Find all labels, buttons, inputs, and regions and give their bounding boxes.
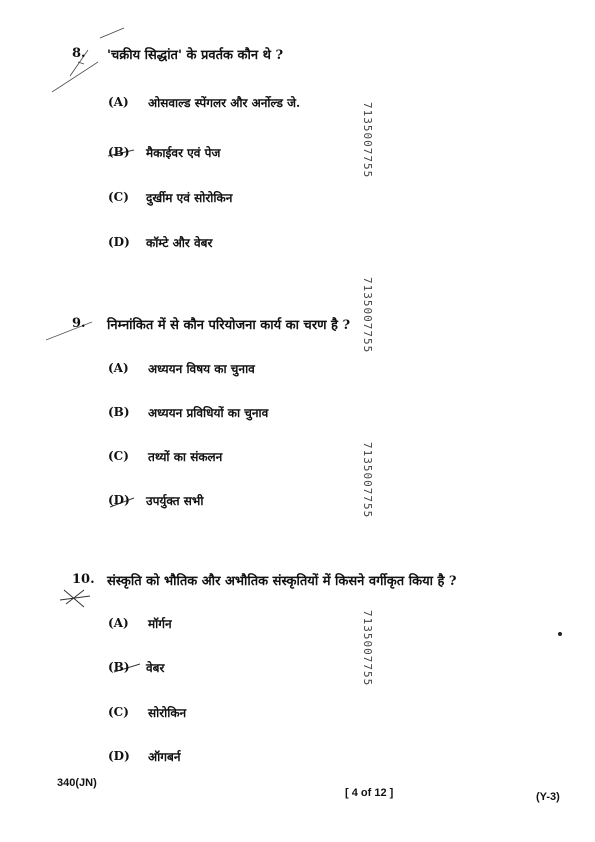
question-text: संस्कृति को भौतिक और अभौतिक संस्कृतियों में किसने वर्गीकृत किया है ? [107, 574, 457, 589]
option-label: (D) [108, 493, 130, 507]
option-text: कॉम्टे और वेबर [146, 236, 213, 250]
series-code: (Y-3) [536, 791, 560, 803]
option-label: (B) [108, 405, 130, 419]
option-label: (B) [108, 145, 130, 159]
option-text: सोरोकिन [148, 706, 187, 720]
option-text: वेबर [146, 661, 165, 675]
paper-code: 340(JN) [57, 777, 97, 789]
question-number: 8. [72, 46, 86, 61]
option-label: (A) [108, 361, 129, 375]
option-label: (A) [108, 95, 129, 109]
option-text: मॉर्गन [148, 617, 172, 631]
option-label: (D) [108, 235, 130, 249]
option-label: (C) [108, 190, 129, 204]
question-text: निम्नांकित में से कौन परियोजना कार्य का चरण है ? [107, 318, 351, 333]
option-label: (D) [108, 749, 130, 763]
question-text: 'चक्रीय सिद्धांत' के प्रवर्तक कौन थे ? [107, 48, 284, 63]
serial-stamp: 7135007755 [361, 277, 374, 354]
option-text: तथ्यों का संकलन [148, 450, 223, 464]
option-text: मैकाईवर एवं पेज [146, 146, 221, 160]
option-label: (C) [108, 705, 129, 719]
option-text: ऑगबर्न [148, 750, 181, 764]
option-text: अध्ययन प्रविधियों का चुनाव [148, 406, 269, 420]
option-label: (C) [108, 449, 129, 463]
question-number: 9. [72, 316, 86, 331]
option-label: (A) [108, 616, 129, 630]
serial-stamp: 7135007755 [361, 610, 374, 687]
serial-stamp: 7135007755 [361, 102, 374, 179]
option-label: (B) [108, 660, 130, 674]
option-text: दुर्खीम एवं सोरोकिन [146, 191, 233, 205]
option-text: ओसवाल्ड स्पेंगलर और अर्नोल्ड जे. [148, 96, 301, 110]
page-number: [ 4 of 12 ] [345, 787, 394, 799]
option-text: अध्ययन विषय का चुनाव [148, 362, 255, 376]
question-number: 10. [72, 572, 95, 587]
option-text: उपर्युक्त सभी [146, 494, 204, 508]
serial-stamp: 7135007755 [361, 442, 374, 519]
